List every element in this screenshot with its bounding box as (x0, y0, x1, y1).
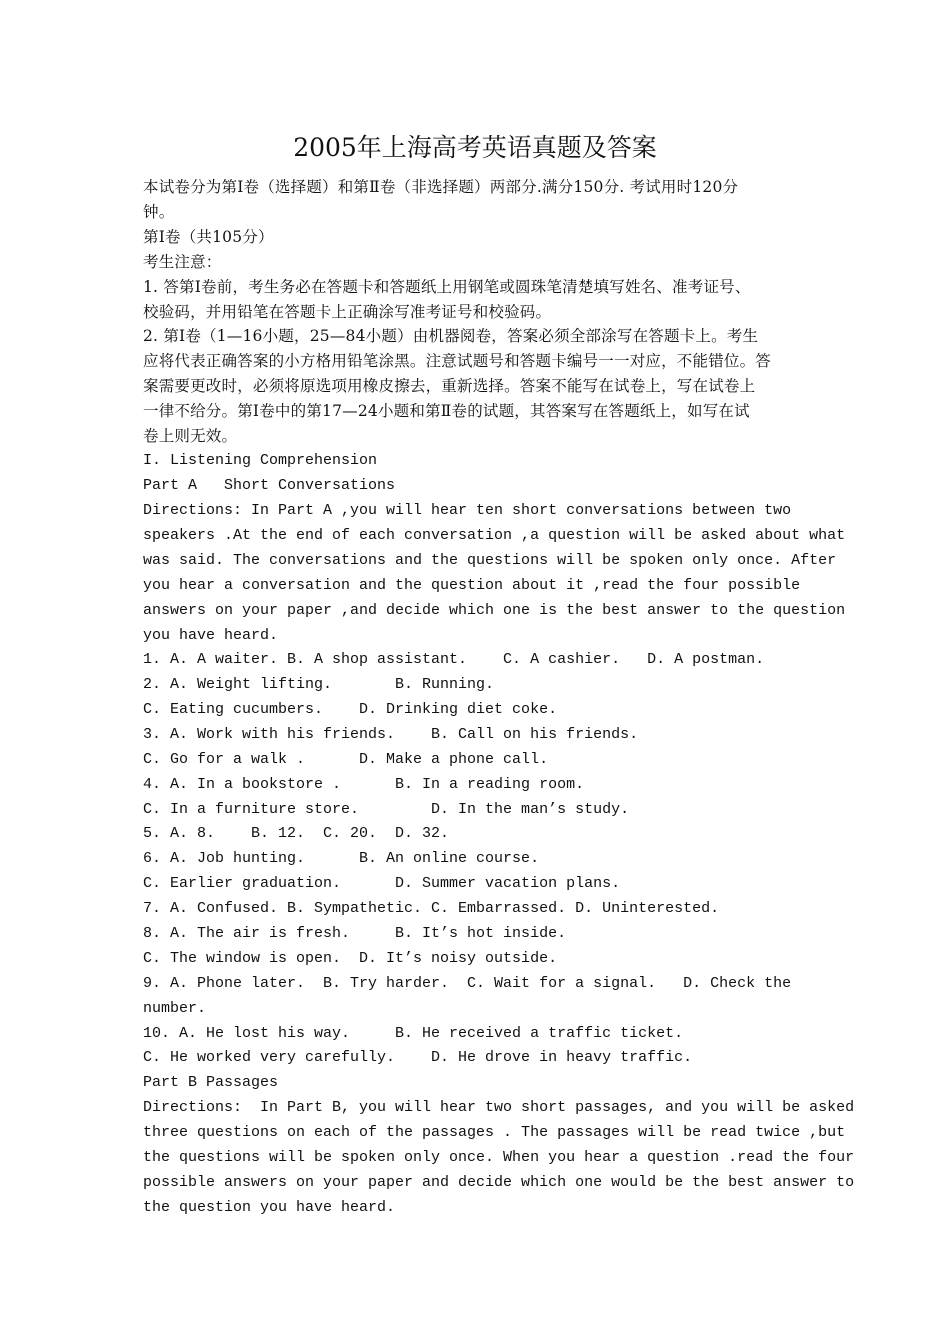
directions-line: Directions: In Part A ,you will hear ten short conversations between two (143, 502, 792, 519)
question-line: 4. A. In a bookstore . B. In a reading room. (143, 776, 585, 793)
notice-item: 校验码，并用铅笔在答题卡上正确涂写准考证号和校验码。 (143, 303, 552, 321)
directions-line: three questions on each of the passages . The passages will be read twice ,but (143, 1124, 846, 1141)
directions-line: answers on your paper ,and decide which one is the best answer to the question (143, 602, 846, 619)
question-line: 1. A. A waiter. B. A shop assistant. C. A cashier. D. A postman. (143, 651, 765, 668)
directions-line: speakers .At the end of each conversation ,a question will be asked about what (143, 527, 846, 544)
notice-heading: 考生注意： (143, 253, 222, 271)
directions-line: Directions: In Part B, you will hear two short passages, and you will be asked (143, 1099, 855, 1116)
notice-item: 卷上则无效。 (143, 427, 238, 445)
question-line: 10. A. He lost his way. B. He received a traffic ticket. (143, 1025, 684, 1042)
directions-line: the question you have heard. (143, 1199, 396, 1216)
part1-heading: 第Ⅰ卷（共105分） (143, 228, 274, 246)
directions-line: you have heard. (143, 627, 279, 644)
question-line: 2. A. Weight lifting. B. Running. (143, 676, 495, 693)
directions-line: you hear a conversation and the question about it ,read the four possible (143, 577, 801, 594)
notice-item: 应将代表正确答案的小方格用铅笔涂黑。注意试题号和答题卡编号一一对应，不能错位。答 (143, 352, 772, 370)
intro-line: 钟。 (143, 203, 175, 221)
question-line: 5. A. 8. B. 12. C. 20. D. 32. (143, 825, 450, 842)
question-line: C. The window is open. D. It’s noisy outside. (143, 950, 558, 967)
notice-item: 案需要更改时，必须将原选项用橡皮擦去，重新选择。答案不能写在试卷上，写在试卷上 (143, 377, 756, 395)
page-title: 2005年上海高考英语真题及答案 (293, 133, 657, 162)
directions-line: the questions will be spoken only once. When you hear a question .read the four (143, 1149, 855, 1166)
question-line: C. Eating cucumbers. D. Drinking diet coke. (143, 701, 558, 718)
question-line: 7. A. Confused. B. Sympathetic. C. Embarrassed. D. Uninterested. (143, 900, 720, 917)
notice-item: 1. 答第Ⅰ卷前，考生务必在答题卡和答题纸上用钢笔或圆珠笔清楚填写姓名、准考证号、 (143, 278, 751, 296)
question-line: 9. A. Phone later. B. Try harder. C. Wait for a signal. D. Check the (143, 975, 792, 992)
notice-item: 一律不给分。第Ⅰ卷中的第17—24小题和第Ⅱ卷的试题，其答案写在答题纸上，如写在试 (143, 402, 750, 420)
question-line: number. (143, 1000, 207, 1017)
notice-item: 2. 第Ⅰ卷（1—16小题，25—84小题）由机器阅卷，答案必须全部涂写在答题卡上。考生 (143, 327, 759, 345)
question-line: 8. A. The air is fresh. B. It’s hot inside. (143, 925, 567, 942)
question-line: C. He worked very carefully. D. He drove in heavy traffic. (143, 1049, 693, 1066)
part-a-heading: Part A Short Conversations (143, 477, 396, 494)
question-line: C. In a furniture store. D. In the man’s study. (143, 801, 630, 818)
directions-line: possible answers on your paper and decide which one would be the best answer to (143, 1174, 855, 1191)
question-line: 3. A. Work with his friends. B. Call on his friends. (143, 726, 639, 743)
question-line: 6. A. Job hunting. B. An online course. (143, 850, 540, 867)
part-b-heading: Part B Passages (143, 1074, 279, 1091)
intro-line: 本试卷分为第Ⅰ卷（选择题）和第Ⅱ卷（非选择题）两部分.满分150分. 考试用时120分 (143, 178, 739, 196)
question-line: C. Go for a walk . D. Make a phone call. (143, 751, 549, 768)
question-line: C. Earlier graduation. D. Summer vacation plans. (143, 875, 621, 892)
section-heading: I. Listening Comprehension (143, 452, 378, 469)
directions-line: was said. The conversations and the questions will be spoken only once. After (143, 552, 837, 569)
